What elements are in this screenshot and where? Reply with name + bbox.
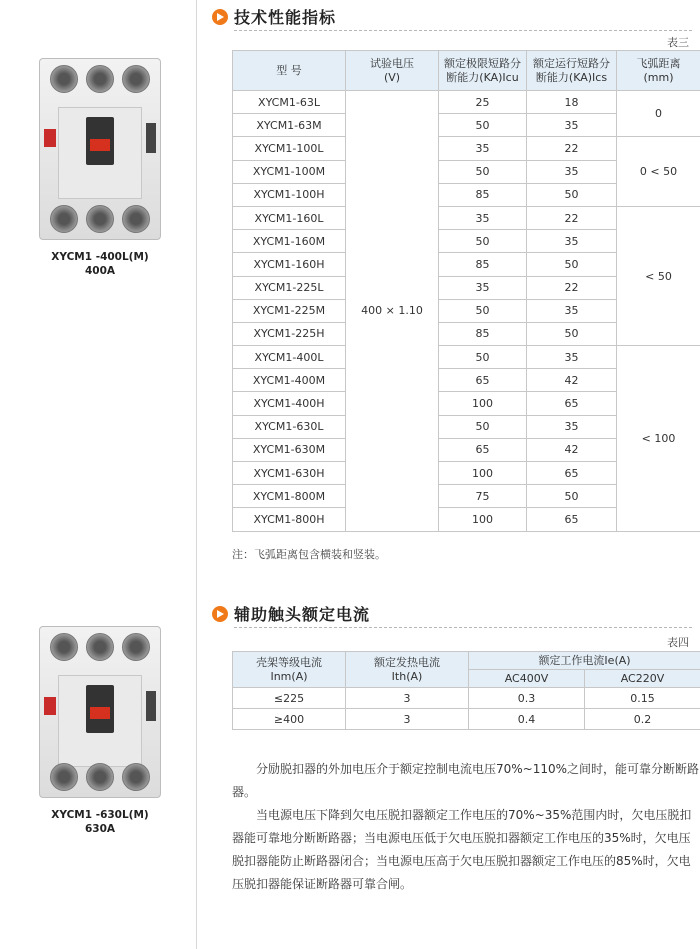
ics-cell: 35 bbox=[527, 160, 617, 183]
table-row bbox=[233, 137, 700, 160]
frame-cell: ≥400 bbox=[233, 709, 346, 730]
icu-cell: 85 bbox=[439, 253, 527, 276]
product-current-label: 400A bbox=[84, 265, 116, 277]
header-ac400: AC400V bbox=[469, 670, 585, 688]
paragraph: 当电源电压下降到欠电压脱扣器额定工作电压的70%~35%范围内时，欠电压脱扣器能可靠地分断断路器；当电源电压低于欠电压脱扣器额定工作电压的35%时，欠电压脱扣器能防止断路器闭合；当电源电压高于欠电压脱扣器额定工作电压的85%时，欠电压脱扣器能保证断路器可靠合闸。 bbox=[232, 808, 692, 891]
icu-cell: 75 bbox=[439, 485, 527, 508]
ics-cell: 65 bbox=[527, 508, 617, 531]
icu-cell: 65 bbox=[439, 369, 527, 392]
table-row bbox=[233, 91, 700, 114]
ics-cell: 50 bbox=[527, 485, 617, 508]
ics-cell: 42 bbox=[527, 369, 617, 392]
ith-cell: 3 bbox=[346, 688, 469, 709]
icu-cell: 50 bbox=[439, 230, 527, 253]
frame-cell: ≤225 bbox=[233, 688, 346, 709]
ith-cell: 3 bbox=[346, 709, 469, 730]
model-cell: XYCM1-100L bbox=[233, 137, 346, 160]
ac220-cell: 0.2 bbox=[585, 709, 700, 730]
table-row bbox=[233, 346, 700, 369]
ics-cell: 35 bbox=[527, 230, 617, 253]
model-cell: XYCM1-225L bbox=[233, 276, 346, 299]
ac400-cell: 0.3 bbox=[469, 688, 585, 709]
ics-cell: 22 bbox=[527, 137, 617, 160]
header-cell: 型 号 bbox=[233, 51, 346, 91]
section-title: 辅助触头额定电流 bbox=[234, 605, 371, 624]
icu-cell: 35 bbox=[439, 276, 527, 299]
table-row bbox=[233, 206, 700, 229]
section-title: 技术性能指标 bbox=[234, 8, 337, 27]
ics-cell: 50 bbox=[527, 183, 617, 206]
ics-cell: 22 bbox=[527, 206, 617, 229]
product-card-630 bbox=[25, 626, 175, 836]
arc-distance-cell: < 50 bbox=[617, 206, 700, 345]
icu-cell: 50 bbox=[439, 415, 527, 438]
ics-cell: 35 bbox=[527, 415, 617, 438]
model-cell: XYCM1-630H bbox=[233, 462, 346, 485]
arrow-right-icon bbox=[212, 9, 228, 25]
product-current-label: 630A bbox=[84, 823, 116, 835]
ics-cell: 42 bbox=[527, 438, 617, 461]
aux-contact-table bbox=[232, 651, 700, 730]
model-cell: XYCM1-630L bbox=[233, 415, 346, 438]
model-cell: XYCM1-225M bbox=[233, 299, 346, 322]
ics-cell: 35 bbox=[527, 114, 617, 137]
ac220-cell: 0.15 bbox=[585, 688, 700, 709]
ics-cell: 18 bbox=[527, 91, 617, 114]
table-number: 表三 bbox=[667, 36, 689, 49]
voltage-cell: 400 × 1.10 bbox=[346, 91, 439, 532]
breaker-400-image bbox=[39, 58, 161, 240]
ics-cell: 50 bbox=[527, 253, 617, 276]
arc-distance-cell: 0 < 50 bbox=[617, 137, 700, 207]
description-text bbox=[232, 758, 700, 896]
model-cell: XYCM1-400L bbox=[233, 346, 346, 369]
icu-cell: 35 bbox=[439, 206, 527, 229]
icu-cell: 85 bbox=[439, 183, 527, 206]
table-number: 表四 bbox=[667, 636, 689, 649]
model-cell: XYCM1-400H bbox=[233, 392, 346, 415]
divider bbox=[234, 627, 692, 628]
arc-distance-cell: 0 bbox=[617, 91, 700, 137]
icu-cell: 100 bbox=[439, 462, 527, 485]
model-cell: XYCM1-63L bbox=[233, 91, 346, 114]
header-work-current: 额定工作电流Ie(A) bbox=[469, 652, 700, 670]
ics-cell: 50 bbox=[527, 322, 617, 345]
header-cell: 飞弧距离 (mm) bbox=[617, 51, 700, 91]
divider bbox=[234, 30, 692, 31]
header-frame-current: 壳架等级电流 Inm(A) bbox=[233, 652, 346, 688]
table-note: 注：飞弧距离包含横装和竖装。 bbox=[232, 548, 386, 561]
product-card-400 bbox=[25, 58, 175, 278]
icu-cell: 50 bbox=[439, 160, 527, 183]
spec-table bbox=[232, 50, 700, 532]
arrow-right-icon bbox=[212, 606, 228, 622]
model-cell: XYCM1-100M bbox=[233, 160, 346, 183]
icu-cell: 65 bbox=[439, 438, 527, 461]
model-cell: XYCM1-630M bbox=[233, 438, 346, 461]
icu-cell: 50 bbox=[439, 346, 527, 369]
icu-cell: 25 bbox=[439, 91, 527, 114]
model-cell: XYCM1-225H bbox=[233, 322, 346, 345]
ac400-cell: 0.4 bbox=[469, 709, 585, 730]
model-cell: XYCM1-100H bbox=[233, 183, 346, 206]
model-cell: XYCM1-400M bbox=[233, 369, 346, 392]
section-heading bbox=[212, 602, 370, 625]
table-header-row bbox=[233, 51, 700, 91]
icu-cell: 100 bbox=[439, 508, 527, 531]
table-row bbox=[233, 688, 700, 709]
section-heading bbox=[212, 5, 336, 28]
model-cell: XYCM1-160L bbox=[233, 206, 346, 229]
header-ac220: AC220V bbox=[585, 670, 700, 688]
ics-cell: 22 bbox=[527, 276, 617, 299]
model-cell: XYCM1-63M bbox=[233, 114, 346, 137]
product-model-label: XYCM1 -630L(M) bbox=[51, 809, 149, 821]
ics-cell: 65 bbox=[527, 462, 617, 485]
table-row bbox=[233, 709, 700, 730]
model-cell: XYCM1-160M bbox=[233, 230, 346, 253]
model-cell: XYCM1-800M bbox=[233, 485, 346, 508]
table-header-row bbox=[233, 652, 700, 670]
product-column bbox=[0, 0, 197, 949]
header-heat-current: 额定发热电流 Ith(A) bbox=[346, 652, 469, 688]
model-cell: XYCM1-800H bbox=[233, 508, 346, 531]
product-model-label: XYCM1 -400L(M) bbox=[51, 251, 149, 263]
paragraph: 分励脱扣器的外加电压介于额定控制电流电压70%~110%之间时，能可靠分断断路器。 bbox=[232, 762, 700, 799]
icu-cell: 35 bbox=[439, 137, 527, 160]
header-cell: 额定运行短路分 断能力(KA)Ics bbox=[527, 51, 617, 91]
header-cell: 额定极限短路分 断能力(KA)Icu bbox=[439, 51, 527, 91]
header-cell: 试验电压 (V) bbox=[346, 51, 439, 91]
arc-distance-cell: < 100 bbox=[617, 346, 700, 532]
ics-cell: 65 bbox=[527, 392, 617, 415]
model-cell: XYCM1-160H bbox=[233, 253, 346, 276]
ics-cell: 35 bbox=[527, 346, 617, 369]
icu-cell: 85 bbox=[439, 322, 527, 345]
breaker-630-image bbox=[39, 626, 161, 798]
ics-cell: 35 bbox=[527, 299, 617, 322]
icu-cell: 100 bbox=[439, 392, 527, 415]
icu-cell: 50 bbox=[439, 299, 527, 322]
icu-cell: 50 bbox=[439, 114, 527, 137]
